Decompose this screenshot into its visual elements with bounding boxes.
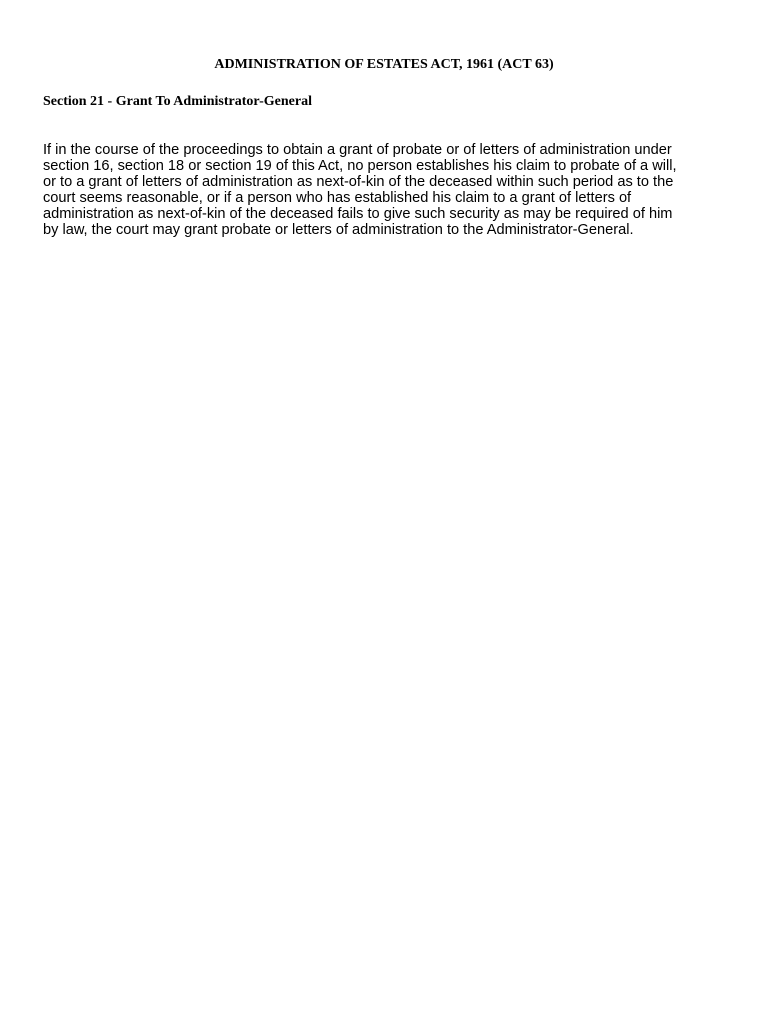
paragraph-line: administration as next-of-kin of the deceased fails to give such security as may be required of him	[43, 206, 673, 222]
section-heading: Section 21 - Grant To Administrator-General	[43, 94, 312, 109]
paragraph-line: or to a grant of letters of administration as next-of-kin of the deceased within such period as to the	[43, 174, 674, 190]
document-title: ADMINISTRATION OF ESTATES ACT, 1961 (ACT 63)	[214, 57, 554, 72]
paragraph-line: by law, the court may grant probate or letters of administration to the Administrator-General.	[43, 222, 634, 238]
paragraph-line: section 16, section 18 or section 19 of this Act, no person establishes his claim to probate of a will,	[43, 158, 677, 174]
paragraph-line: If in the course of the proceedings to obtain a grant of probate or of letters of administration under	[43, 142, 672, 158]
paragraph-line: court seems reasonable, or if a person who has established his claim to a grant of letters of	[43, 190, 632, 206]
section-body-paragraph	[43, 142, 733, 238]
